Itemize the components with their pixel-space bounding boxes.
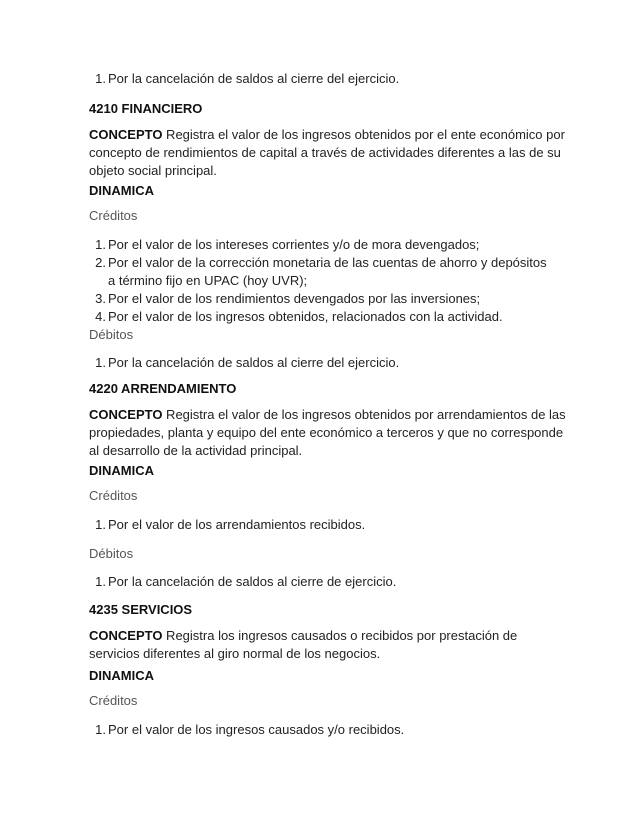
concept-line: servicios diferentes al giro normal de los negocios. — [89, 646, 381, 661]
list-item — [95, 516, 366, 534]
list-number: 3. — [95, 291, 106, 306]
concept-line: propiedades, planta y equipo del ente económico a terceros y que no corresponde — [89, 425, 564, 440]
list-item — [95, 254, 547, 272]
list-item — [95, 721, 405, 739]
concept-line — [89, 126, 565, 144]
creditos-label: Créditos — [89, 488, 138, 503]
concept-text: Registra los ingresos causados o recibidos por prestación de — [162, 628, 518, 643]
list-text: Por el valor de los ingresos causados y/o recibidos. — [108, 722, 405, 737]
creditos-label: Créditos — [89, 208, 138, 223]
list-number: 1. — [95, 574, 106, 589]
section-heading: 4210 FINANCIERO — [89, 101, 203, 116]
concept-line — [89, 406, 566, 424]
list-item — [95, 290, 481, 308]
list-number: 1. — [95, 722, 106, 737]
dinamica-heading: DINAMICA — [89, 668, 154, 683]
list-number: 1. — [95, 517, 106, 532]
list-item — [95, 236, 480, 254]
list-text-continued: a término fijo en UPAC (hoy UVR); — [108, 273, 308, 288]
list-number: 4. — [95, 309, 106, 324]
concept-line — [89, 627, 517, 645]
dinamica-heading: DINAMICA — [89, 463, 154, 478]
concept-text: Registra el valor de los ingresos obtenidos por arrendamientos de las — [162, 407, 566, 422]
list-number: 1. — [95, 355, 106, 370]
list-number: 2. — [95, 255, 106, 270]
concept-text: Registra el valor de los ingresos obtenidos por el ente económico por — [162, 127, 565, 142]
section-heading: 4220 ARRENDAMIENTO — [89, 381, 237, 396]
list-text: Por el valor de los arrendamientos recibidos. — [108, 517, 366, 532]
concept-line: al desarrollo de la actividad principal. — [89, 443, 303, 458]
dinamica-heading: DINAMICA — [89, 183, 154, 198]
list-item — [95, 573, 397, 591]
list-number: 1. — [95, 237, 106, 252]
list-item — [95, 354, 400, 372]
list-item — [95, 70, 400, 88]
concept-label: CONCEPTO — [89, 127, 163, 142]
concept-label: CONCEPTO — [89, 628, 163, 643]
concept-label: CONCEPTO — [89, 407, 163, 422]
list-text: Por la cancelación de saldos al cierre de ejercicio. — [108, 574, 397, 589]
creditos-label: Créditos — [89, 693, 138, 708]
concept-line: concepto de rendimientos de capital a través de actividades diferentes a las de su — [89, 145, 561, 160]
debitos-label: Débitos — [89, 327, 134, 342]
list-text: Por la cancelación de saldos al cierre del ejercicio. — [108, 355, 400, 370]
list-text: Por el valor de los rendimientos devengados por las inversiones; — [108, 291, 481, 306]
list-text: Por la cancelación de saldos al cierre del ejercicio. — [108, 71, 400, 86]
concept-line: objeto social principal. — [89, 163, 217, 178]
debitos-label: Débitos — [89, 546, 134, 561]
list-item — [95, 308, 503, 326]
list-text: Por el valor de los intereses corrientes y/o de mora devengados; — [108, 237, 480, 252]
list-text: Por el valor de los ingresos obtenidos, relacionados con la actividad. — [108, 309, 503, 324]
section-heading: 4235 SERVICIOS — [89, 602, 193, 617]
list-number: 1. — [95, 71, 106, 86]
list-text: Por el valor de la corrección monetaria de las cuentas de ahorro y depósitos — [108, 255, 547, 270]
